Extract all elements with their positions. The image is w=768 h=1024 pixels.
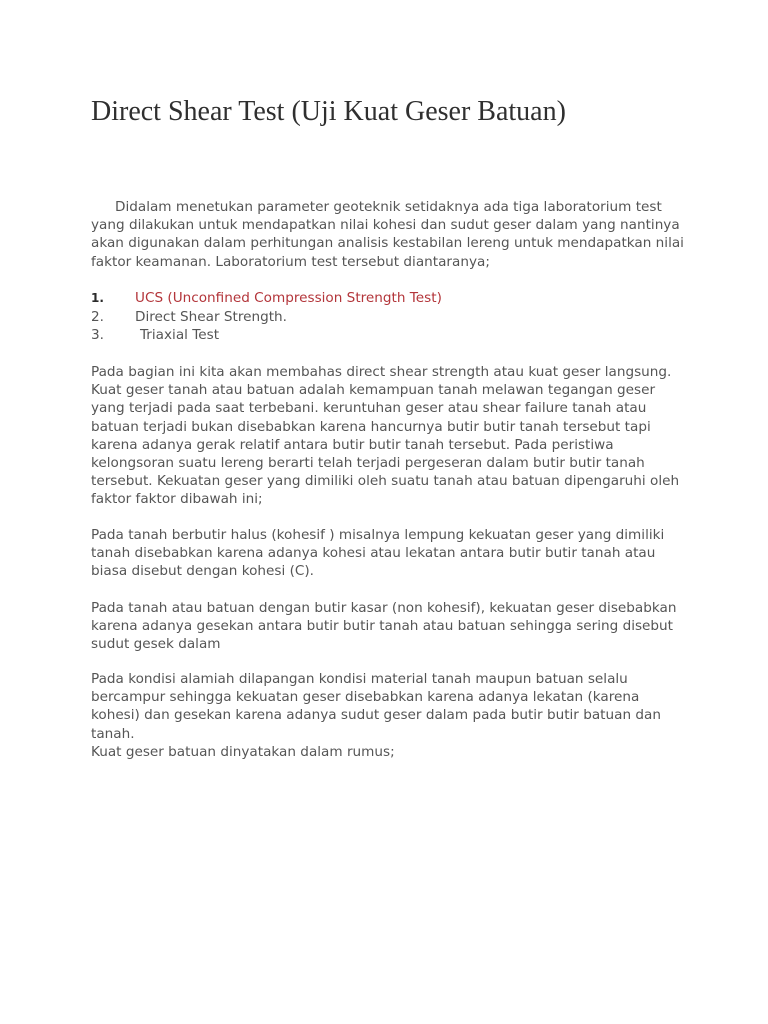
list-item-number: 3. [91,327,104,344]
paragraph-natural-condition: Pada kondisi alamiah dilapangan kondisi material tanah maupun batuan selalu bercampur sehingga kekuatan geser disebabkan karena adanya lekatan (karena kohesi) dan gesekan karena adanya sudut geser dalam pada butir butir batuan dan tanah. [91,671,661,742]
list-item-number: 2. [91,308,104,325]
paragraph-cohesive: Pada tanah berbutir halus (kohesif ) misalnya lempung kekuatan geser yang dimiliki tanah disebabkan karena adanya kohesi atau lekatan antara butir butir tanah atau biasa disebut dengan kohesi (C). [91,527,665,580]
list-item-number: 1. [91,291,104,305]
list-item-text: Triaxial Test [140,327,220,344]
paragraph-shear-strength: Pada bagian ini kita akan membahas direct shear strength atau kuat geser langsung. Kuat geser tanah atau batuan adalah kemampuan tanah melawan tegangan geser yang terjadi pada saat terbebani. keruntuhan geser atau shear failure tanah atau batuan terjadi bukan disebabkan karena hancurnya butir butir tanah tersebut tapi karena adanya gerak relatif antara butir butir tanah tersebut. Pada peristiwa kelongsoran suatu lereng berarti telah terjadi pergeseran dalam butir butir tanah tersebut. Kekuatan geser yang dimiliki oleh suatu tanah atau batuan dipengaruhi oleh faktor faktor dibawah ini; [91,364,680,508]
intro-paragraph: Didalam menetukan parameter geoteknik setidaknya ada tiga laboratorium test yang dilakukan untuk mendapatkan nilai kohesi dan sudut geser dalam yang nantinya akan digunakan dalam perhitungan analisis kestabilan lereng untuk mendapatkan nilai faktor keamanan. Laboratorium test tersebut diantaranya; [91,199,684,270]
list-item-text: Direct Shear Strength. [135,308,287,325]
paragraph-formula-intro: Kuat geser batuan dinyatakan dalam rumus; [91,744,395,760]
paragraph-non-cohesive: Pada tanah atau batuan dengan butir kasar (non kohesif), kekuatan geser disebabkan karena adanya gesekan antara butir butir tanah atau batuan sehingga sering disebut sudut gesek dalam [91,600,677,653]
ucs-link[interactable]: UCS (Unconfined Compression Strength Test) [135,290,442,306]
page-title: Direct Shear Test (Uji Kuat Geser Batuan) [91,96,566,127]
